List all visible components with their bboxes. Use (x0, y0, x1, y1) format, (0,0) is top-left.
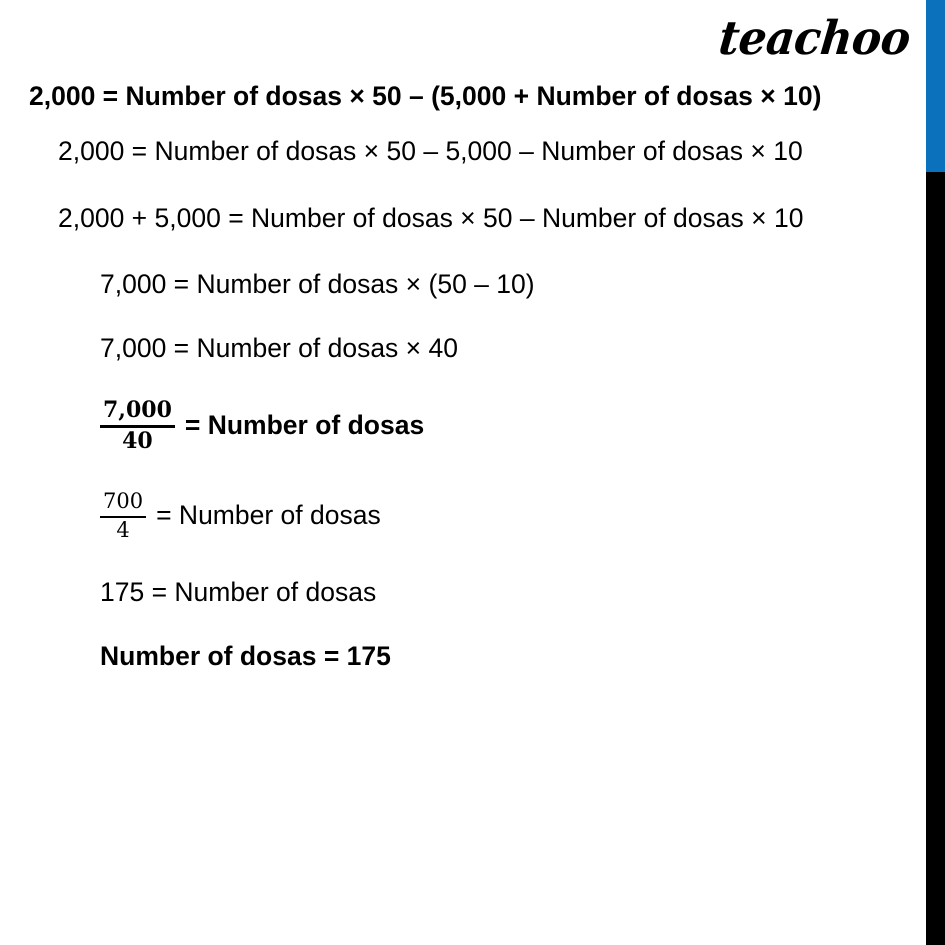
fraction-line-2-rhs: = Number of dosas (156, 499, 381, 530)
fraction-denominator: 4 (116, 517, 130, 542)
equation-line-8: 175 = Number of dosas (100, 576, 377, 607)
fraction-denominator: 40 (122, 428, 153, 454)
solution-steps (0, 74, 926, 688)
equation-line-4: 7,000 = Number of dosas × (50 – 10) (100, 268, 535, 299)
fraction-numerator: 700 (103, 488, 144, 513)
equation-line-9-answer: Number of dosas = 175 (100, 640, 391, 671)
equation-line-7-fraction (0, 470, 926, 560)
fraction-line-1-rhs: = Number of dosas (184, 409, 425, 440)
equation-line-1: 2,000 = Number of dosas × 50 – (5,000 + Number of dosas × 10) (29, 80, 822, 111)
brand-header (716, 8, 913, 70)
edge-strip-black-segment (926, 172, 945, 945)
fraction-numerator: 7,000 (103, 397, 172, 424)
fraction-7000-over-40 (100, 398, 175, 453)
teachoo-logo: teachoo (716, 11, 913, 66)
edge-strip-blue-segment (926, 0, 945, 172)
equation-line-2: 2,000 = Number of dosas × 50 – 5,000 – Number of dosas × 10 (58, 136, 803, 167)
equation-line-5: 7,000 = Number of dosas × 40 (100, 332, 458, 363)
right-edge-strip (926, 0, 945, 945)
fraction-700-over-4 (100, 490, 146, 542)
equation-line-3: 2,000 + 5,000 = Number of dosas × 50 – Number of dosas × 10 (58, 203, 804, 234)
equation-line-6-fraction (0, 380, 926, 470)
